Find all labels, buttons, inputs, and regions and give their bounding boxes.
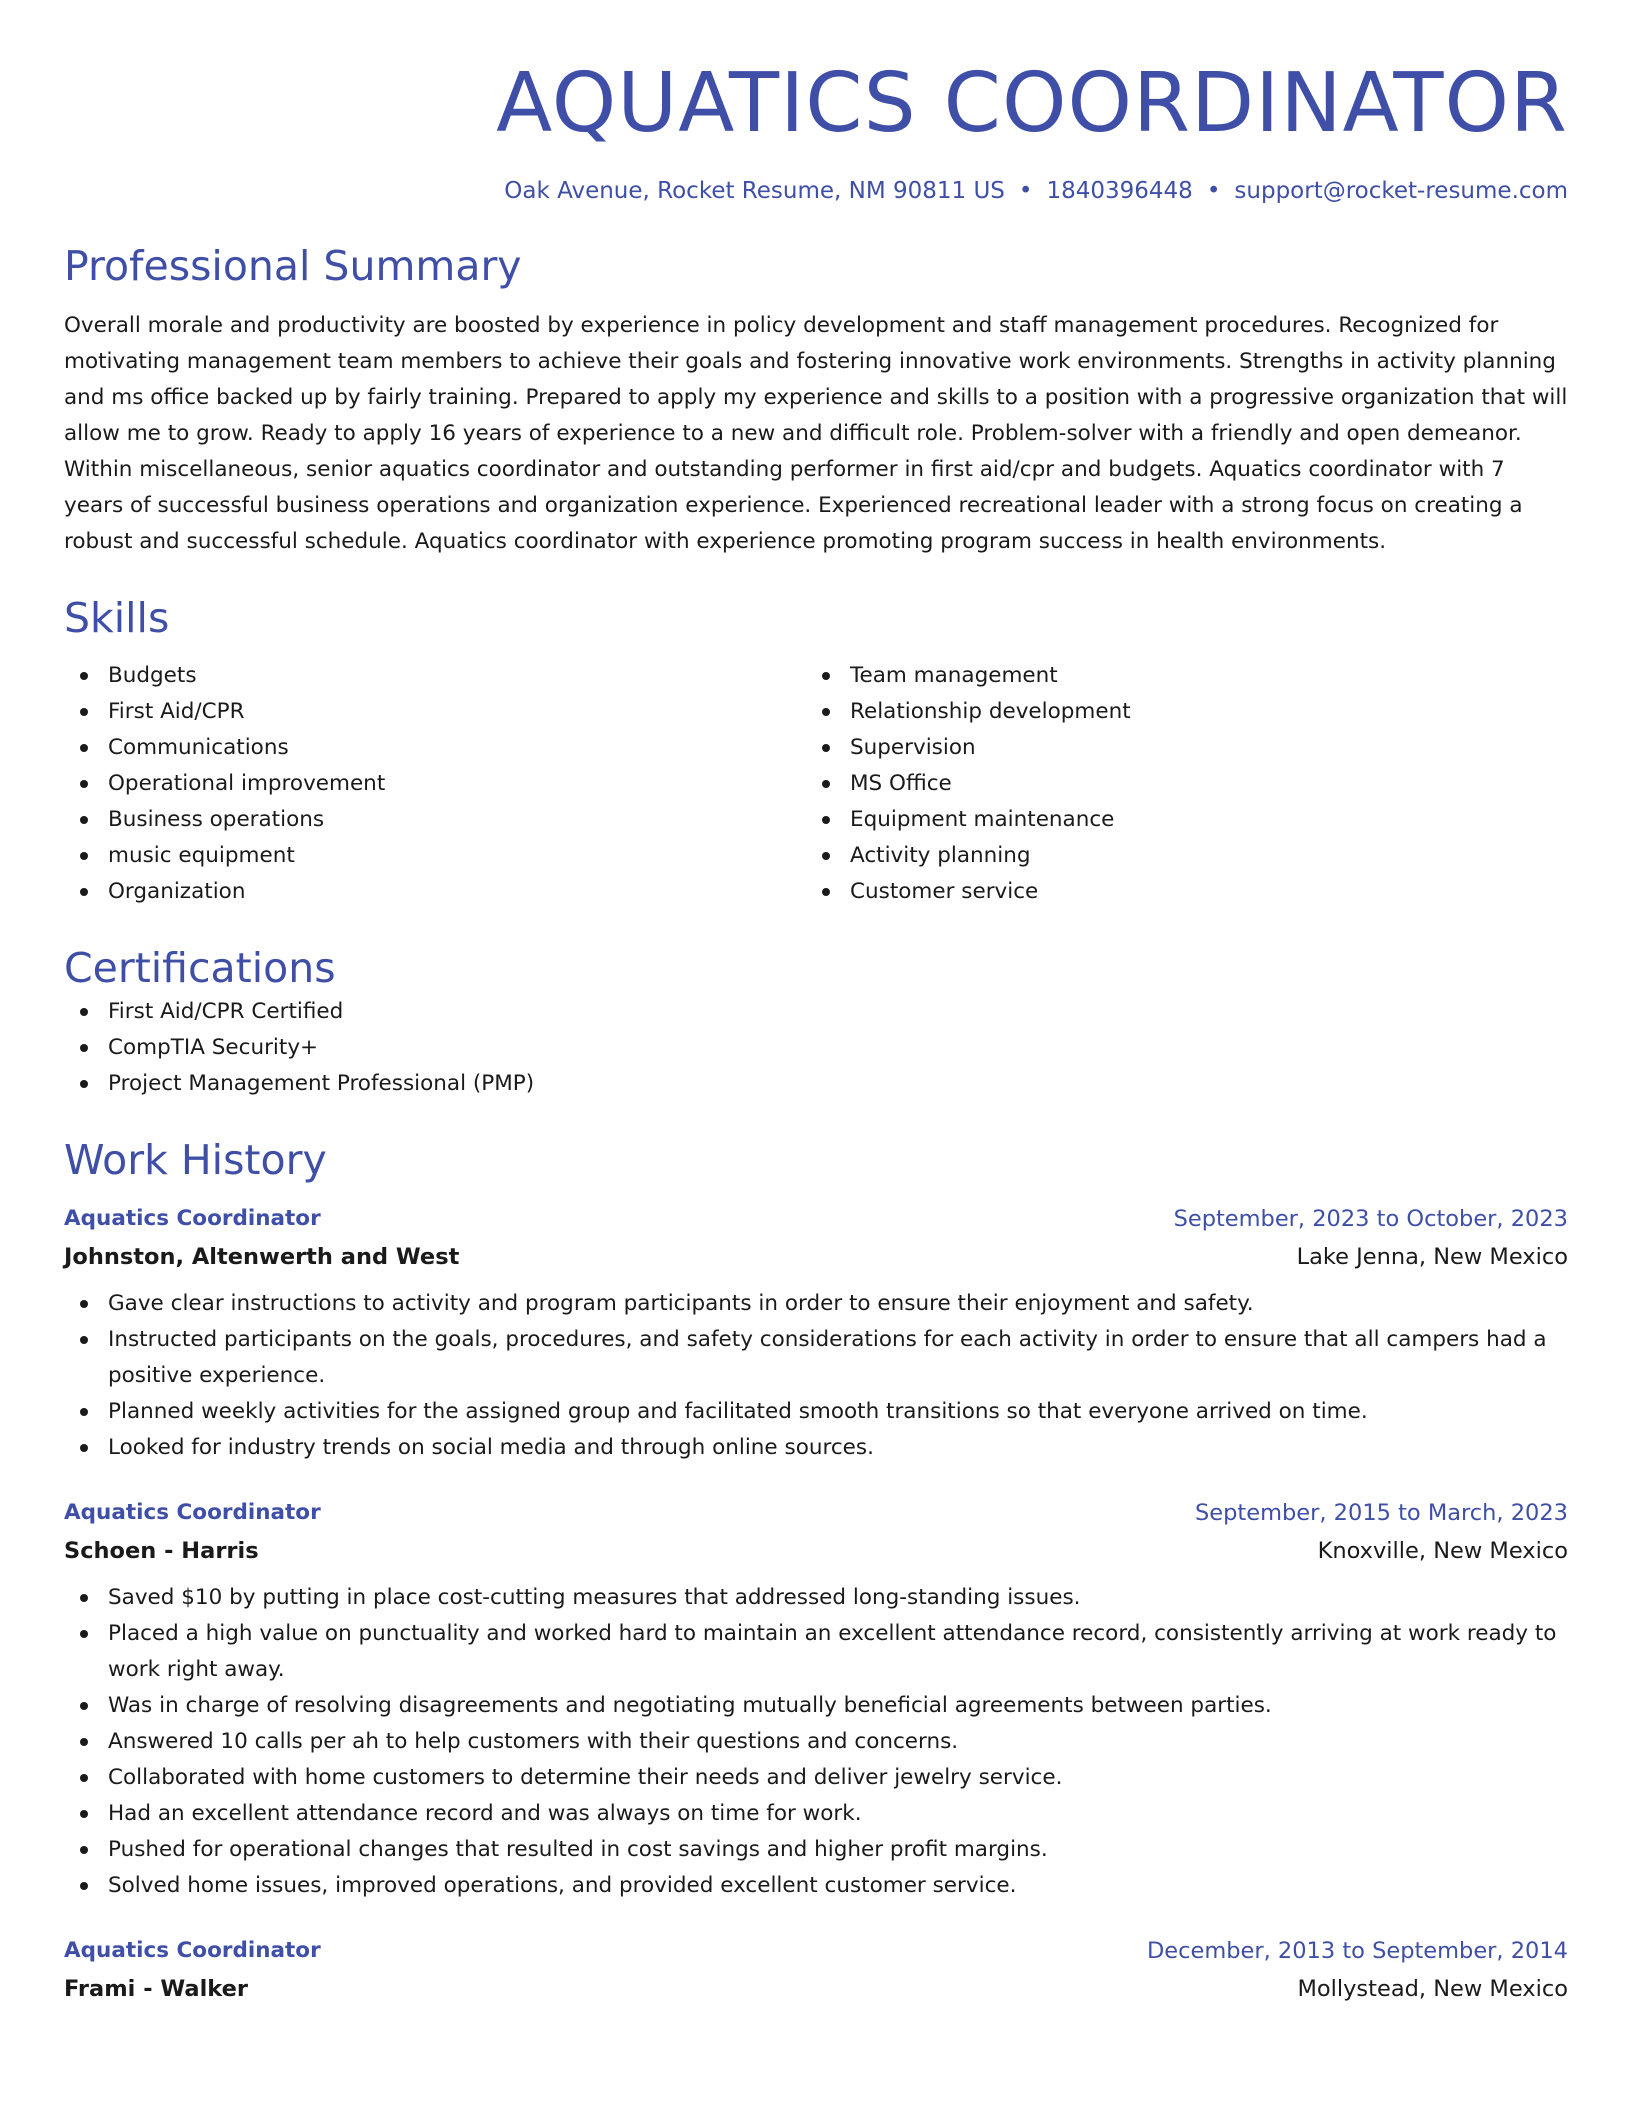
job-dates: December, 2013 to September, 2014 [1146, 1938, 1568, 1964]
resume-title: AQUATICS COORDINATOR [496, 56, 1568, 151]
skill-item: Business operations [64, 802, 806, 838]
job-bullets [64, 1286, 1568, 1466]
contact-address: Oak Avenue, Rocket Resume, NM 90811 US [504, 178, 1005, 204]
job-location: Lake Jenna, New Mexico [1296, 1244, 1568, 1270]
job-bullet: Answered 10 calls per ah to help customers with their questions and concerns. [64, 1724, 1568, 1760]
skill-item: Budgets [64, 658, 806, 694]
skill-item: Communications [64, 730, 806, 766]
job-bullet: Looked for industry trends on social media and through online sources. [64, 1430, 1568, 1466]
certifications-heading: Certifications [64, 944, 336, 992]
job-entry [64, 1200, 1568, 1466]
job-bullet: Placed a high value on punctuality and worked hard to maintain an excellent attendance record, consistently arriving at work ready to work right away. [64, 1616, 1568, 1688]
job-header-row [64, 1932, 1568, 1970]
job-header-row [64, 1200, 1568, 1238]
certification-item: First Aid/CPR Certified [64, 994, 1568, 1030]
job-header-row [64, 1494, 1568, 1532]
skill-item: Customer service [806, 874, 1548, 910]
skill-item: music equipment [64, 838, 806, 874]
job-employer-row [64, 1532, 1568, 1570]
skill-item: Team management [806, 658, 1548, 694]
skill-item: Activity planning [806, 838, 1548, 874]
skills-list-right [806, 658, 1548, 910]
contact-separator: • [1018, 178, 1033, 204]
job-dates: September, 2023 to October, 2023 [1173, 1206, 1568, 1232]
job-company: Johnston, Altenwerth and West [64, 1244, 460, 1270]
job-bullet: Instructed participants on the goals, procedures, and safety considerations for each activity in order to ensure that all campers had a positive experience. [64, 1322, 1568, 1394]
contact-separator: • [1206, 178, 1221, 204]
summary-heading: Professional Summary [64, 242, 522, 290]
job-dates: September, 2015 to March, 2023 [1195, 1500, 1568, 1526]
job-bullet: Had an excellent attendance record and was always on time for work. [64, 1796, 1568, 1832]
job-location: Knoxville, New Mexico [1317, 1538, 1568, 1564]
job-bullet: Saved $10 by putting in place cost-cutting measures that addressed long-standing issues. [64, 1580, 1568, 1616]
certification-item: Project Management Professional (PMP) [64, 1066, 1568, 1102]
contact-line [64, 176, 1568, 206]
job-bullet: Pushed for operational changes that resulted in cost savings and higher profit margins. [64, 1832, 1568, 1868]
job-bullet: Collaborated with home customers to determine their needs and deliver jewelry service. [64, 1760, 1568, 1796]
skills-heading: Skills [64, 594, 170, 642]
contact-phone: 1840396448 [1046, 178, 1193, 204]
skill-item: Equipment maintenance [806, 802, 1548, 838]
job-entry [64, 1932, 1568, 2008]
work-history-heading: Work History [64, 1136, 327, 1184]
skill-item: Relationship development [806, 694, 1548, 730]
job-employer-row [64, 1238, 1568, 1276]
job-title: Aquatics Coordinator [64, 1500, 321, 1525]
job-bullet: Gave clear instructions to activity and program participants in order to ensure their enjoyment and safety. [64, 1286, 1568, 1322]
job-bullet: Planned weekly activities for the assigned group and facilitated smooth transitions so that everyone arrived on time. [64, 1394, 1568, 1430]
skill-item: Operational improvement [64, 766, 806, 802]
job-bullets [64, 1580, 1568, 1904]
job-employer-row [64, 1970, 1568, 2008]
certifications-list [64, 994, 1568, 1102]
summary-text: Overall morale and productivity are boosted by experience in policy development and staff management procedures. Recognized for motivating management team members to achieve their goals and fostering innovative work environments. Strengths in activity planning and ms office backed up by fairly training. Prepared to apply my experience and skills to a position with a progressive organization that will allow me to grow. Ready to apply 16 years of experience to a new and difficult role. Problem-solver with a friendly and open demeanor. Within miscellaneous, senior aquatics coordinator and outstanding performer in first aid/cpr and budgets. Aquatics coordinator with 7 years of successful business operations and organization experience. Experienced recreational leader with a strong focus on creating a robust and successful schedule. Aquatics coordinator with experience promoting program success in health environments. [64, 313, 1568, 554]
job-title: Aquatics Coordinator [64, 1938, 321, 1963]
skills-grid [64, 658, 1568, 910]
job-title: Aquatics Coordinator [64, 1206, 321, 1231]
job-entry [64, 1494, 1568, 1904]
job-location: Mollystead, New Mexico [1297, 1976, 1568, 2002]
job-bullet: Was in charge of resolving disagreements and negotiating mutually beneficial agreements between parties. [64, 1688, 1568, 1724]
skill-item: MS Office [806, 766, 1548, 802]
skill-item: First Aid/CPR [64, 694, 806, 730]
job-company: Schoen - Harris [64, 1538, 259, 1564]
job-company: Frami - Walker [64, 1976, 248, 2002]
contact-email: support@rocket-resume.com [1234, 178, 1568, 204]
skills-list-left [64, 658, 806, 910]
skill-item: Organization [64, 874, 806, 910]
certification-item: CompTIA Security+ [64, 1030, 1568, 1066]
skill-item: Supervision [806, 730, 1548, 766]
job-bullet: Solved home issues, improved operations, and provided excellent customer service. [64, 1868, 1568, 1904]
